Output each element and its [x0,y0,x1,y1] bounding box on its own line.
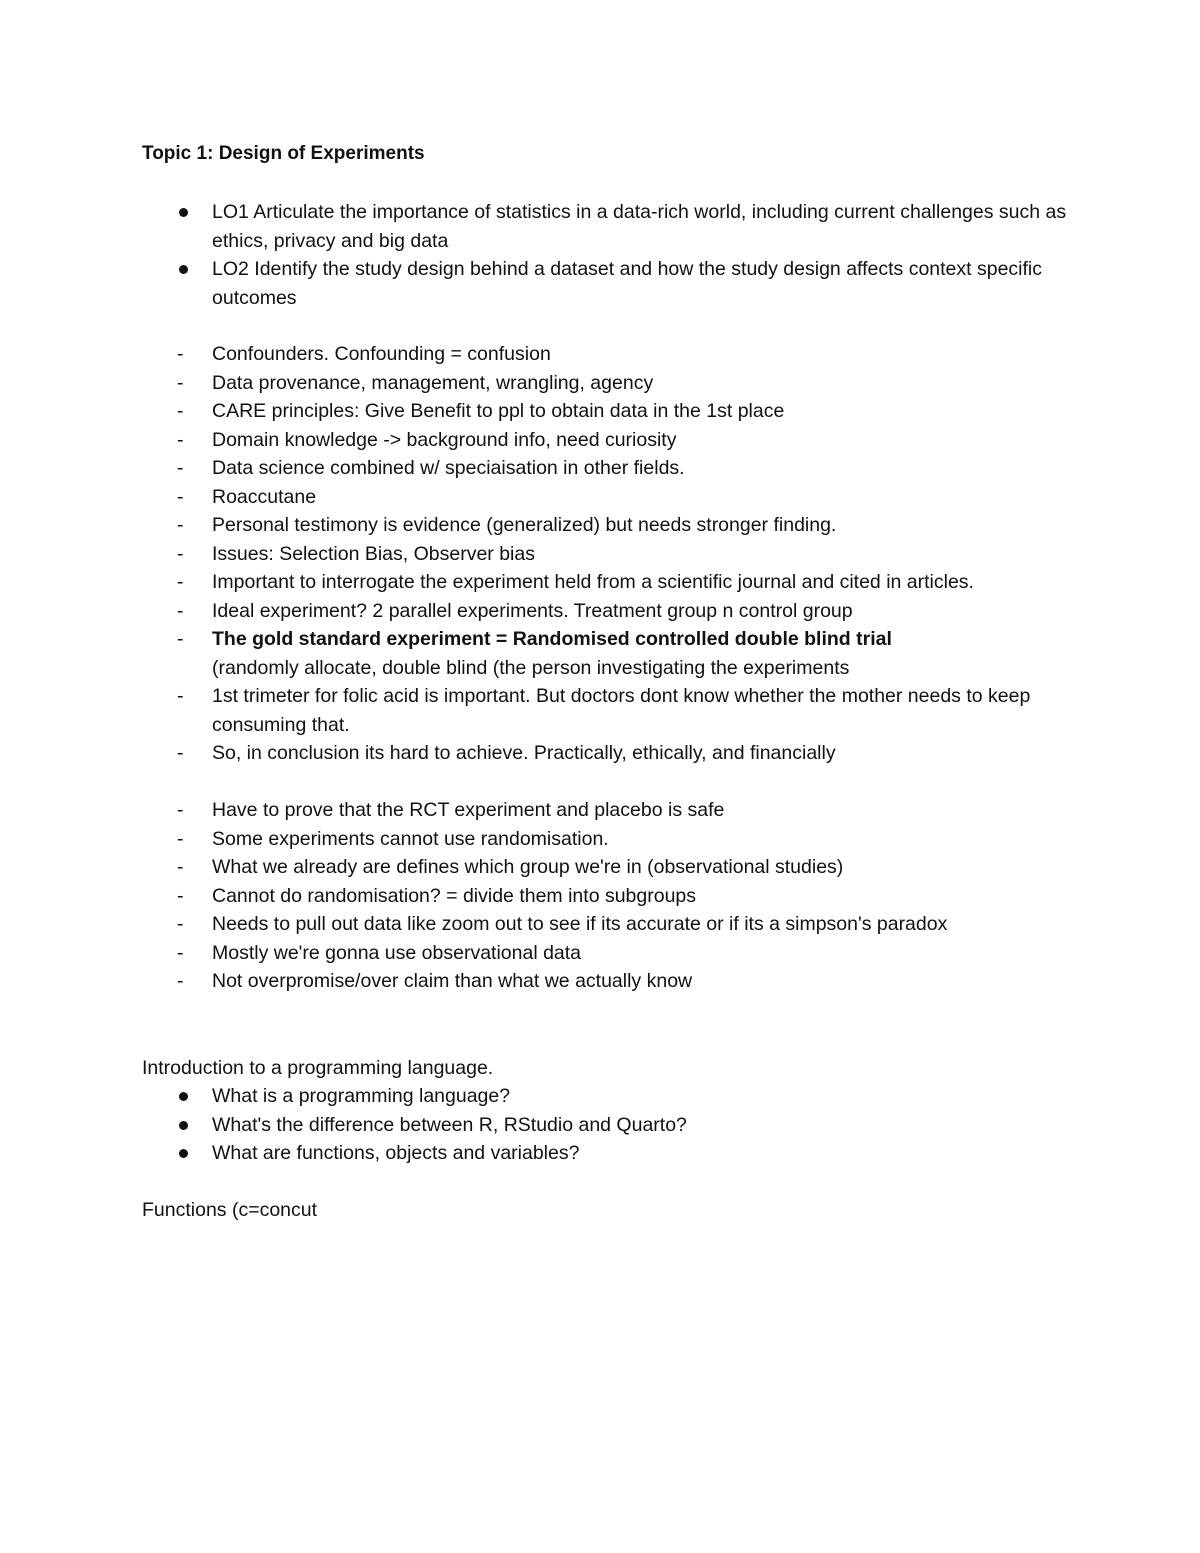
dash-icon: - [177,742,184,764]
list-item: - Some experiments cannot use randomisation. [142,825,1072,854]
list-item: - Data provenance, management, wrangling, agency [142,369,1072,398]
list-item: - CARE principles: Give Benefit to ppl to obtain data in the 1st place [142,397,1072,426]
notes-list-c [142,796,1072,996]
notes-list-a [142,340,1072,768]
dash-icon: - [177,970,184,992]
list-item: - What we already are defines which group we're in (observational studies) [142,853,1072,882]
dash-icon: - [177,628,184,650]
list-item: - Data science combined w/ speciaisation in other fields. [142,454,1072,483]
bullet-icon [179,1149,188,1158]
dash-icon: - [177,827,184,850]
dash-icon: - [177,913,184,935]
dash-icon: - [177,542,184,565]
bullet-icon [179,265,188,274]
list-item: - Needs to pull out data like zoom out to see if its accurate or if its a simpson's paradox [142,910,1072,939]
list-item: - Issues: Selection Bias, Observer bias [142,540,1072,569]
list-item: - So, in conclusion its hard to achieve. Practically, ethically, and financially [142,739,1072,768]
bullet-icon [179,1121,188,1130]
dash-icon: - [177,856,184,878]
list-item: - Not overpromise/over claim than what we actually know [142,967,1072,996]
dash-icon: - [177,400,184,422]
learning-objectives-list [142,198,1072,312]
bullet-icon [179,1092,188,1101]
dash-icon: - [177,514,184,536]
dash-icon: - [177,371,184,394]
dash-icon: - [177,485,184,508]
list-item: What are functions, objects and variables? [142,1139,1072,1168]
dash-icon: - [177,884,184,907]
list-item: - Domain knowledge -> background info, need curiosity [142,426,1072,455]
list-item: - 1st trimeter for folic acid is important. But doctors dont know whether the mother needs to keep consuming that. [142,682,1072,739]
topic-title: Topic 1: Design of Experiments [142,143,425,164]
list-item: LO2 Identify the study design behind a dataset and how the study design affects context specific outcomes [142,255,1072,312]
dash-icon: - [177,941,184,964]
dash-icon: - [177,599,184,622]
dash-icon: - [177,457,184,479]
dash-icon: - [177,428,184,451]
list-item: - Roaccutane [142,483,1072,512]
intro-questions-list [142,1082,1072,1168]
list-item: - Ideal experiment? 2 parallel experiments. Treatment group n control group [142,597,1072,626]
functions-note: Functions (c=concut [142,1199,318,1221]
list-item: What's the difference between R, RStudio and Quarto? [142,1111,1072,1140]
list-item: - Mostly we're gonna use observational data [142,939,1072,968]
dash-icon: - [177,685,184,707]
list-item: - Important to interrogate the experiment held from a scientific journal and cited in articles. [142,568,1072,597]
list-item: LO1 Articulate the importance of statistics in a data-rich world, including current challenges such as ethics, privacy and big data [142,198,1072,255]
intro-title: Introduction to a programming language. [142,1057,494,1079]
dash-icon: - [177,343,184,365]
list-item: - Confounders. Confounding = confusion [142,340,1072,369]
gold-standard-bold: The gold standard experiment = Randomised controlled double blind trial [212,628,892,650]
list-item: What is a programming language? [142,1082,1072,1111]
dash-icon: - [177,571,184,593]
gold-standard-note: (randomly allocate, double blind (the person investigating the experiments [212,656,850,679]
list-item: - Personal testimony is evidence (generalized) but needs stronger finding. [142,511,1072,540]
list-item: - Cannot do randomisation? = divide them into subgroups [142,882,1072,911]
dash-icon: - [177,799,184,821]
gold-standard-item [142,625,1072,682]
list-item: - Have to prove that the RCT experiment and placebo is safe [142,796,1072,825]
bullet-icon [179,208,188,217]
